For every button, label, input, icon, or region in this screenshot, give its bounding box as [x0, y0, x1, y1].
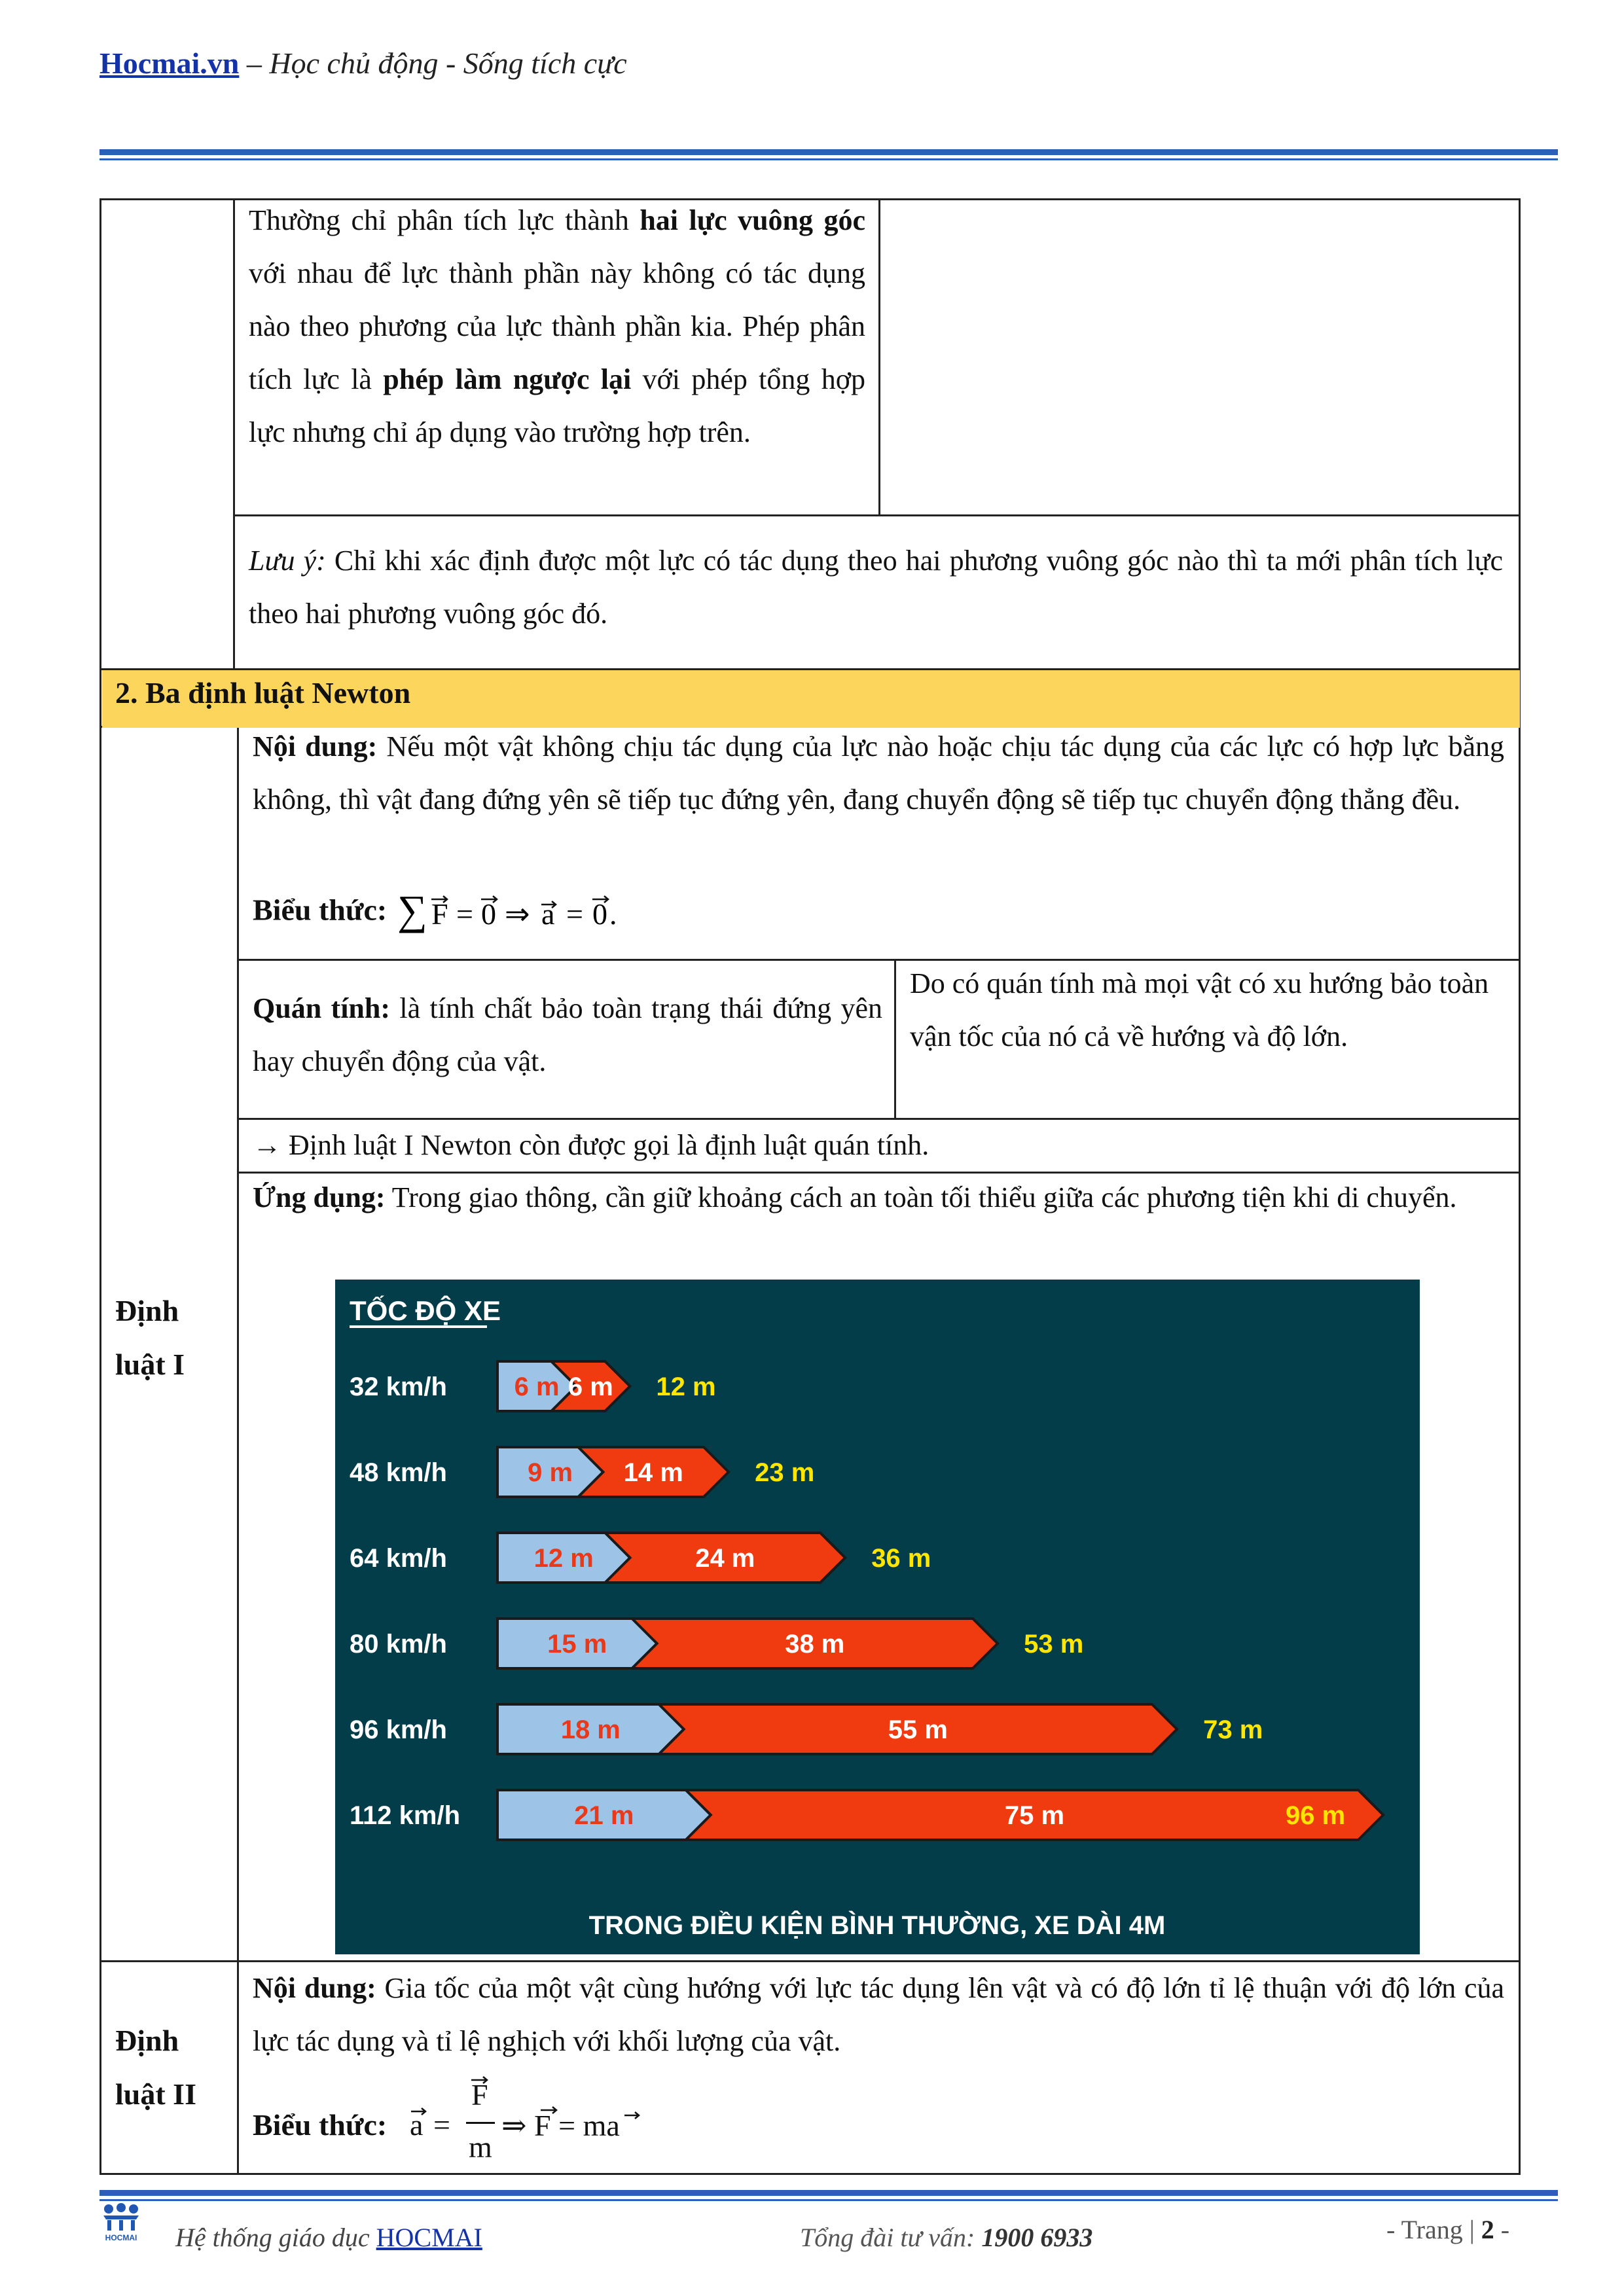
chart-category-label: 80 km/h	[350, 1630, 447, 1659]
formula-result-arrow	[539, 2105, 560, 2118]
chart-reaction-value: 12 m	[533, 1544, 594, 1573]
col-divider-law	[237, 726, 239, 2173]
decomposition-paragraph: Thường chỉ phân tích lực thành hai lực vuông góc với nhau để lực thành phần này không có tác dụng nào theo phương của lực thành phần kia. Phép phân tích lực là phép làm ngược lại với phép tổng hợp lực nhưng chỉ áp dụng vào trường hợp trên.	[249, 204, 866, 448]
note-label: Lưu ý:	[249, 545, 326, 577]
stopping-distance-chart	[335, 1280, 1420, 1954]
chart-braking-value: 6 m	[568, 1372, 613, 1401]
inertia-explanation: Do có quán tính mà mọi vật có xu hướng bảo toàn vận tốc của nó cả về hướng và độ lớn.	[910, 967, 1489, 1052]
chart-braking-value: 55 m	[888, 1715, 948, 1744]
footer-system: Hệ thống giáo dục HOCMAI	[175, 2223, 482, 2252]
chart-reaction-value: 21 m	[574, 1801, 634, 1830]
law1-formula	[253, 890, 643, 936]
chart-category-label: 64 km/h	[350, 1544, 447, 1573]
row-divider-note	[233, 514, 1521, 516]
table-border-left	[99, 198, 101, 2175]
hotline-number: 1900 6933	[981, 2223, 1093, 2252]
law1-content: Nội dung: Nếu một vật không chịu tác dụng của lực nào hoặc chịu tác dụng của các lực có hợp lực bằng không, thì vật đang đứng yên sẽ tiếp tục đứng yên, đang chuyển động sẽ tiếp tục chuyển động thẳng đều.	[253, 730, 1504, 816]
chart-category-label: 32 km/h	[350, 1372, 447, 1401]
svg-text:0: 0	[480, 897, 496, 931]
header-separator: –	[239, 46, 270, 80]
hocmai-logo-icon	[99, 2202, 143, 2243]
header-rule-thick	[99, 149, 1558, 155]
formula-numerator: F	[471, 2078, 488, 2111]
formula-ma-arrow	[623, 2110, 643, 2123]
col-divider-1	[233, 198, 235, 670]
chart-title: TỐC ĐỘ XE	[350, 1295, 501, 1326]
col-divider-2	[878, 198, 880, 516]
chart-category-label: 96 km/h	[350, 1715, 447, 1744]
chart-total-value: 23 m	[755, 1458, 815, 1487]
chart-category-label: 48 km/h	[350, 1458, 447, 1487]
footer-hotline: Tổng đài tư vấn: 1900 6933	[800, 2223, 1093, 2252]
formula-a: a	[410, 2108, 424, 2142]
header-slogan: Học chủ động - Sống tích cực	[269, 46, 627, 80]
svg-text:0: 0	[592, 897, 607, 931]
svg-text:∑: ∑	[397, 890, 427, 933]
svg-text:F: F	[431, 897, 448, 931]
chart-total-value: 96 m	[1286, 1801, 1346, 1830]
section-header	[102, 670, 1520, 728]
formula-equals: =	[433, 2108, 450, 2142]
page-header	[99, 46, 627, 81]
chart-total-value: 53 m	[1024, 1630, 1084, 1659]
formula-a-arrow	[410, 2106, 429, 2119]
chart-category-label: 112 km/h	[350, 1801, 461, 1830]
law2-formula-label: Biểu thức:	[253, 2108, 388, 2142]
chart-braking-value: 38 m	[785, 1630, 845, 1659]
footer-hocmai-link[interactable]: HOCMAI	[376, 2223, 482, 2252]
chart-total-value: 73 m	[1203, 1715, 1263, 1744]
table-border-right	[1519, 198, 1521, 2175]
note-paragraph: Lưu ý: Chỉ khi xác định được một lực có tác dụng theo hai phương vuông góc nào thì ta mới phân tích lực theo hai phương vuông góc đó.	[249, 545, 1503, 630]
chart-reaction-value: 18 m	[560, 1715, 621, 1744]
chart-reaction-value: 15 m	[547, 1630, 607, 1659]
page-number: - Trang | 2 -	[1386, 2215, 1510, 2244]
inertia-definition: Quán tính: là tính chất bảo toàn trạng thái đứng yên hay chuyển động của vật.	[253, 992, 883, 1077]
svg-text:⇒: ⇒	[504, 897, 530, 931]
law2-label: Định luật II	[115, 2024, 196, 2111]
chart-braking-value: 14 m	[623, 1458, 683, 1487]
law2-formula-expression	[410, 2080, 645, 2172]
svg-text:=: =	[566, 897, 583, 931]
header-rule-thin	[99, 158, 1558, 160]
chart-braking-value: 75 m	[1004, 1801, 1065, 1830]
col-divider-inertia	[894, 959, 896, 1120]
law1-formula-label: Biểu thức:	[253, 893, 388, 927]
formula-f-arrow	[470, 2075, 491, 2088]
chart-reaction-value: 6 m	[514, 1372, 560, 1401]
chart-reaction-value: 9 m	[528, 1458, 573, 1487]
law1-label: Định luật I	[115, 1294, 185, 1381]
law1-application: Ứng dụng: Trong giao thông, cần giữ khoảng cách an toàn tối thiểu giữa các phương tiện khi di chuyển.	[253, 1181, 1457, 1213]
law1-formula-svg	[395, 890, 643, 936]
chart-braking-value: 24 m	[695, 1544, 755, 1573]
chart-total-value: 12 m	[656, 1372, 716, 1401]
footer-rule-thin	[99, 2199, 1558, 2201]
svg-text:a: a	[541, 897, 555, 931]
footer-rule-thick	[99, 2190, 1558, 2196]
law1-alias: → Định luật I Newton còn được gọi là định luật quán tính.	[253, 1129, 929, 1161]
svg-text:HOCMAI: HOCMAI	[105, 2233, 137, 2242]
formula-fraction-bar	[466, 2122, 495, 2124]
section-title: 2. Ba định luật Newton	[115, 676, 411, 709]
svg-text:=: =	[456, 897, 473, 931]
formula-result: ⇒ F = ma	[501, 2109, 620, 2142]
chart-footer-note: TRONG ĐIỀU KIỆN BÌNH THƯỜNG, XE DÀI 4M	[588, 1911, 1166, 1940]
svg-text:.: .	[609, 897, 617, 931]
table-border-bottom	[99, 2173, 1521, 2175]
formula-denominator: m	[469, 2130, 492, 2164]
law2-content: Nội dung: Gia tốc của một vật cùng hướng với lực tác dụng lên vật và có độ lớn tỉ lệ thuận với độ lớn của lực tác dụng và tỉ lệ nghịch với khối lượng của vật.	[253, 1972, 1504, 2057]
chart-total-value: 36 m	[871, 1544, 931, 1573]
brand-link[interactable]: Hocmai.vn	[99, 46, 240, 80]
